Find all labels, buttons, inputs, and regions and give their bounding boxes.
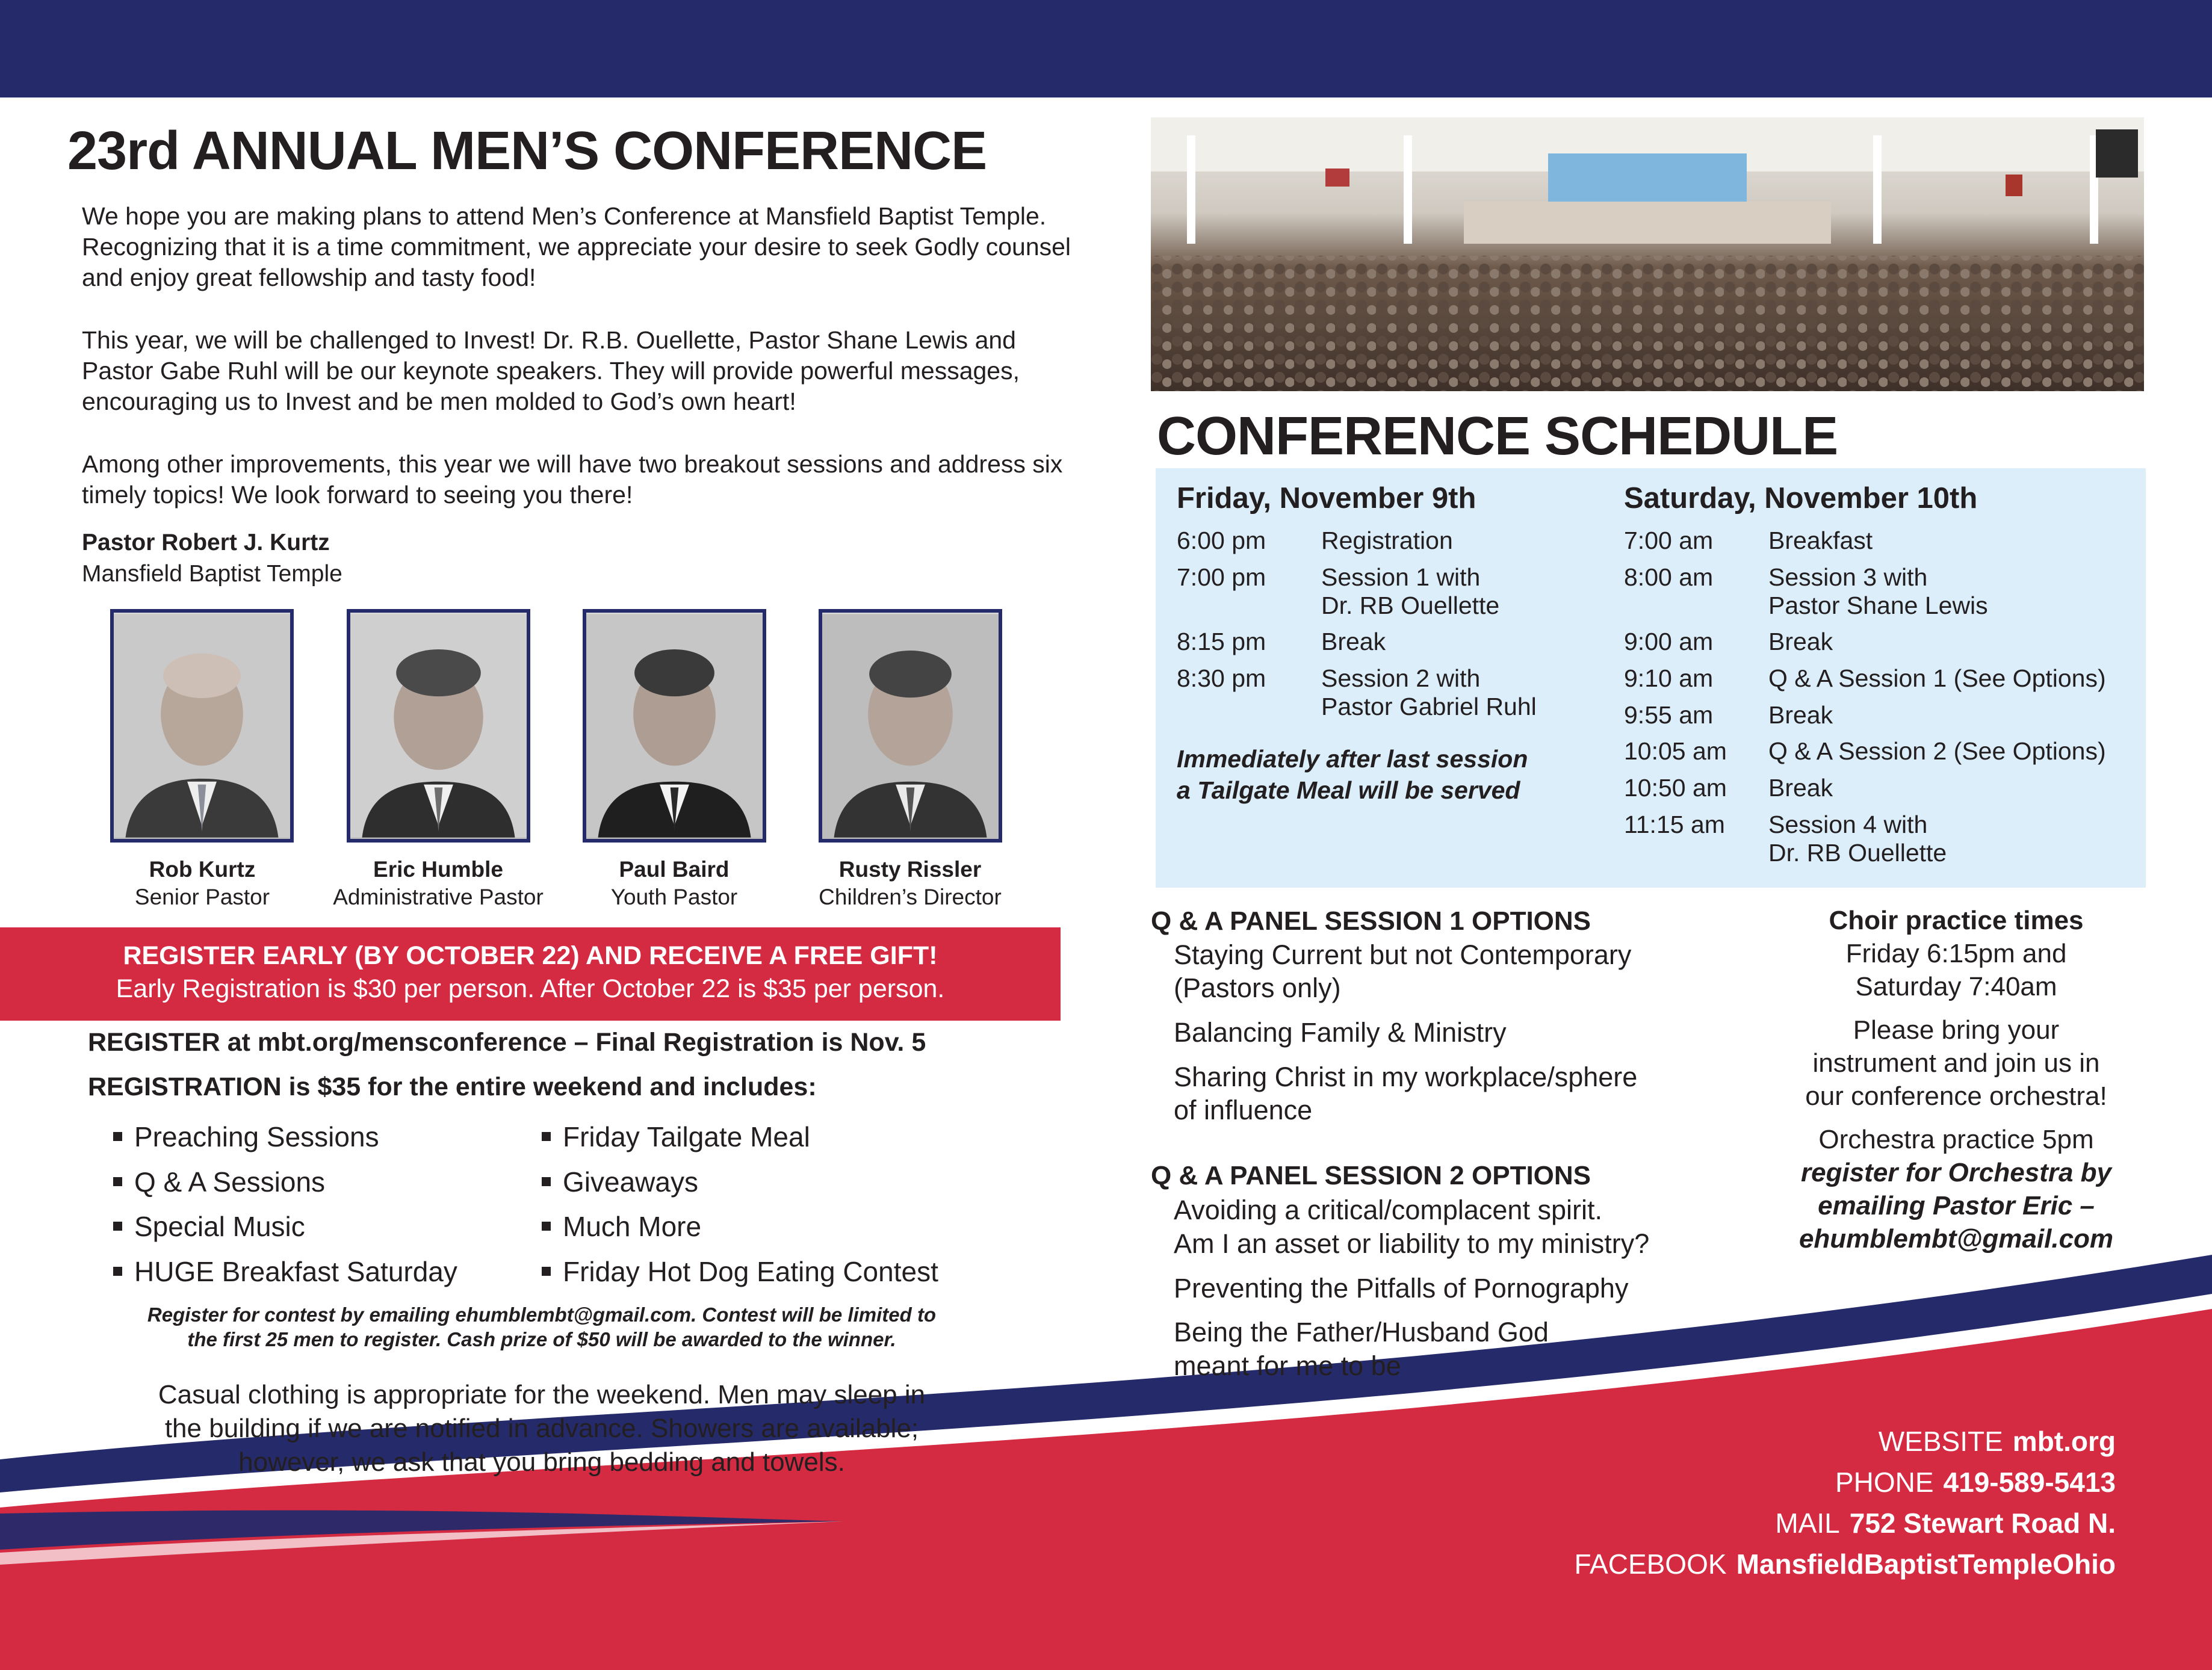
- list-item: Q & A Sessions: [113, 1166, 325, 1198]
- qa-option: Avoiding a critical/complacent spirit.: [1174, 1195, 1602, 1225]
- list-item: Friday Hot Dog Eating Contest: [542, 1255, 938, 1288]
- list-item: Friday Tailgate Meal: [542, 1121, 810, 1153]
- schedule-event: Session 2 with: [1321, 664, 1481, 692]
- schedule-event: Break: [1321, 628, 1386, 655]
- intro-paragraph: We hope you are making plans to attend Men’s Conference at Mansfield Baptist Temple. Recognizing that it is a time commitment, we appreciate your desire to seek Godly counsel and enjoy great fellowship and tasty food!: [82, 202, 1071, 291]
- staff-photo: [819, 609, 1002, 843]
- banner-pricing: Early Registration is $30 per person. After October 22 is $35 per person.: [116, 974, 945, 1003]
- schedule-time: 7:00 am: [1624, 527, 1714, 554]
- qa-session-2-heading: Q & A PANEL SESSION 2 OPTIONS: [1151, 1161, 1591, 1190]
- schedule-event: Break: [1768, 628, 1833, 655]
- qa-option: Am I an asset or liability to my ministry?: [1174, 1228, 1650, 1259]
- contact-website: WEBSITE mbt.org: [1878, 1426, 2116, 1457]
- staff-name: Eric Humble: [373, 857, 503, 882]
- schedule-time: 9:55 am: [1624, 701, 1714, 729]
- intro-paragraph: Among other improvements, this year we will have two breakout sessions and address six timely topics! We look forward to seeing you there!: [82, 450, 1063, 509]
- choir-heading: Choir practice times: [1829, 906, 2084, 935]
- intro-text: [82, 201, 1081, 542]
- staff-photo: [110, 609, 294, 843]
- schedule-event: Dr. RB Ouellette: [1768, 839, 1947, 867]
- qa-option: of influence: [1174, 1095, 1313, 1125]
- schedule-time: 10:05 am: [1624, 737, 1727, 765]
- schedule-title: CONFERENCE SCHEDULE: [1157, 406, 1838, 466]
- schedule-event: Break: [1768, 774, 1833, 802]
- schedule-time: 8:15 pm: [1177, 628, 1266, 655]
- conference-photo: [1151, 117, 2144, 391]
- contest-note: Register for contest by emailing ehumblembt@gmail.com. Contest will be limited to the first 25 men to register. Cash prize of $50 will be awarded to the winner.: [147, 1304, 937, 1350]
- list-item: Preaching Sessions: [113, 1121, 379, 1153]
- staff-name: Rob Kurtz: [149, 857, 256, 882]
- bullet-icon: [542, 1132, 551, 1141]
- signature-org: Mansfield Baptist Temple: [82, 561, 342, 587]
- list-item: Giveaways: [542, 1166, 698, 1198]
- schedule-time: 8:30 pm: [1177, 664, 1266, 692]
- schedule-event: Session 3 with: [1768, 563, 1928, 591]
- list-item: Special Music: [113, 1210, 305, 1243]
- schedule-event: Q & A Session 1 (See Options): [1768, 664, 2106, 692]
- registration-banner: [0, 927, 1061, 1021]
- staff-role: Administrative Pastor: [333, 885, 544, 909]
- list-item: HUGE Breakfast Saturday: [113, 1255, 457, 1288]
- intro-paragraph: This year, we will be challenged to Invest! Dr. R.B. Ouellette, Pastor Shane Lewis and Pastor Gabe Ruhl will be our keynote speakers. They will provide powerful messages, encouraging us to Invest and be men molded to God’s own heart!: [82, 326, 1020, 415]
- friday-heading: Friday, November 9th: [1177, 482, 1476, 515]
- schedule-time: 8:00 am: [1624, 563, 1714, 591]
- schedule-time: 9:10 am: [1624, 664, 1714, 692]
- bullet-icon: [113, 1222, 122, 1231]
- signature-name: Pastor Robert J. Kurtz: [82, 530, 330, 555]
- saturday-heading: Saturday, November 10th: [1624, 482, 1978, 515]
- qa-session-1-heading: Q & A PANEL SESSION 1 OPTIONS: [1151, 906, 1591, 936]
- clothing-note: Casual clothing is appropriate for the weekend. Men may sleep in the building if we are notified in advance. Showers are available; however, we ask that you bring bedding and towels.: [158, 1380, 926, 1477]
- choir-info: [1761, 904, 2152, 1266]
- banner-headline: REGISTER EARLY (BY OCTOBER 22) AND RECEIVE A FREE GIFT!: [123, 941, 938, 970]
- schedule-event: Pastor Gabriel Ruhl: [1321, 693, 1537, 720]
- staff-role: Children’s Director: [819, 885, 1002, 909]
- staff-name: Rusty Rissler: [838, 857, 982, 882]
- bullet-icon: [542, 1177, 551, 1186]
- choir-invite: Please bring your instrument and join us in our conference orchestra!: [1805, 1015, 2107, 1111]
- bullet-icon: [113, 1132, 122, 1141]
- schedule-time: 7:00 pm: [1177, 563, 1266, 591]
- contact-phone: PHONE 419-589-5413: [1835, 1467, 2116, 1498]
- qa-option: Balancing Family & Ministry: [1174, 1017, 1507, 1048]
- choir-times: Friday 6:15pm and Saturday 7:40am: [1845, 939, 2067, 1001]
- schedule-event: Pastor Shane Lewis: [1768, 592, 1988, 619]
- schedule-time: 10:50 am: [1624, 774, 1727, 802]
- staff-photo: [583, 609, 766, 843]
- schedule-event: Q & A Session 2 (See Options): [1768, 737, 2106, 765]
- includes-heading: REGISTRATION is $35 for the entire weekend and includes:: [88, 1072, 817, 1101]
- qa-option: Sharing Christ in my workplace/sphere: [1174, 1062, 1638, 1092]
- staff-role: Senior Pastor: [134, 885, 270, 909]
- schedule-event: Session 4 with: [1768, 811, 1928, 838]
- schedule-time: 9:00 am: [1624, 628, 1714, 655]
- schedule-event: Dr. RB Ouellette: [1321, 592, 1500, 619]
- mail-address: 752 Stewart Road N.: [1849, 1508, 2116, 1539]
- staff-role: Youth Pastor: [610, 885, 738, 909]
- schedule-time: 11:15 am: [1624, 811, 1725, 838]
- qa-option: Preventing the Pitfalls of Pornography: [1174, 1273, 1629, 1304]
- list-item: Much More: [542, 1210, 701, 1243]
- page-title: 23rd ANNUAL MEN’S CONFERENCE: [67, 121, 987, 181]
- schedule-time: 6:00 pm: [1177, 527, 1266, 554]
- orchestra-note: Orchestra practice 5pm register for Orchestra by emailing Pastor Eric – ehumblembt@gmail.com: [1798, 1125, 2114, 1254]
- bullet-icon: [113, 1177, 122, 1186]
- qa-option: Being the Father/Husband God: [1174, 1317, 1549, 1347]
- qa-option: (Pastors only): [1174, 973, 1341, 1003]
- schedule-event: Break: [1768, 701, 1833, 729]
- bullet-icon: [542, 1222, 551, 1231]
- bullet-icon: [113, 1267, 122, 1276]
- contact-mail: MAIL 752 Stewart Road N.: [1775, 1508, 2116, 1539]
- contact-facebook: FACEBOOK MansfieldBaptistTempleOhio: [1574, 1548, 2116, 1580]
- facebook-link[interactable]: MansfieldBaptistTempleOhio: [1736, 1548, 2116, 1580]
- bullet-icon: [542, 1267, 551, 1276]
- qa-option: meant for me to be: [1174, 1350, 1401, 1381]
- qa-option: Staying Current but not Contemporary: [1174, 939, 1632, 970]
- schedule-event: Session 1 with: [1321, 563, 1481, 591]
- register-link-line: REGISTER at mbt.org/mensconference – Final Registration is Nov. 5: [88, 1028, 926, 1057]
- phone-link[interactable]: 419-589-5413: [1943, 1467, 2116, 1498]
- schedule-event: Breakfast: [1768, 527, 1873, 554]
- website-link[interactable]: mbt.org: [2012, 1426, 2116, 1457]
- staff-photo: [347, 609, 530, 843]
- staff-name: Paul Baird: [619, 857, 730, 882]
- schedule-event: Registration: [1321, 527, 1453, 554]
- tailgate-note: Immediately after last session a Tailgate Meal will be served: [1177, 745, 1528, 804]
